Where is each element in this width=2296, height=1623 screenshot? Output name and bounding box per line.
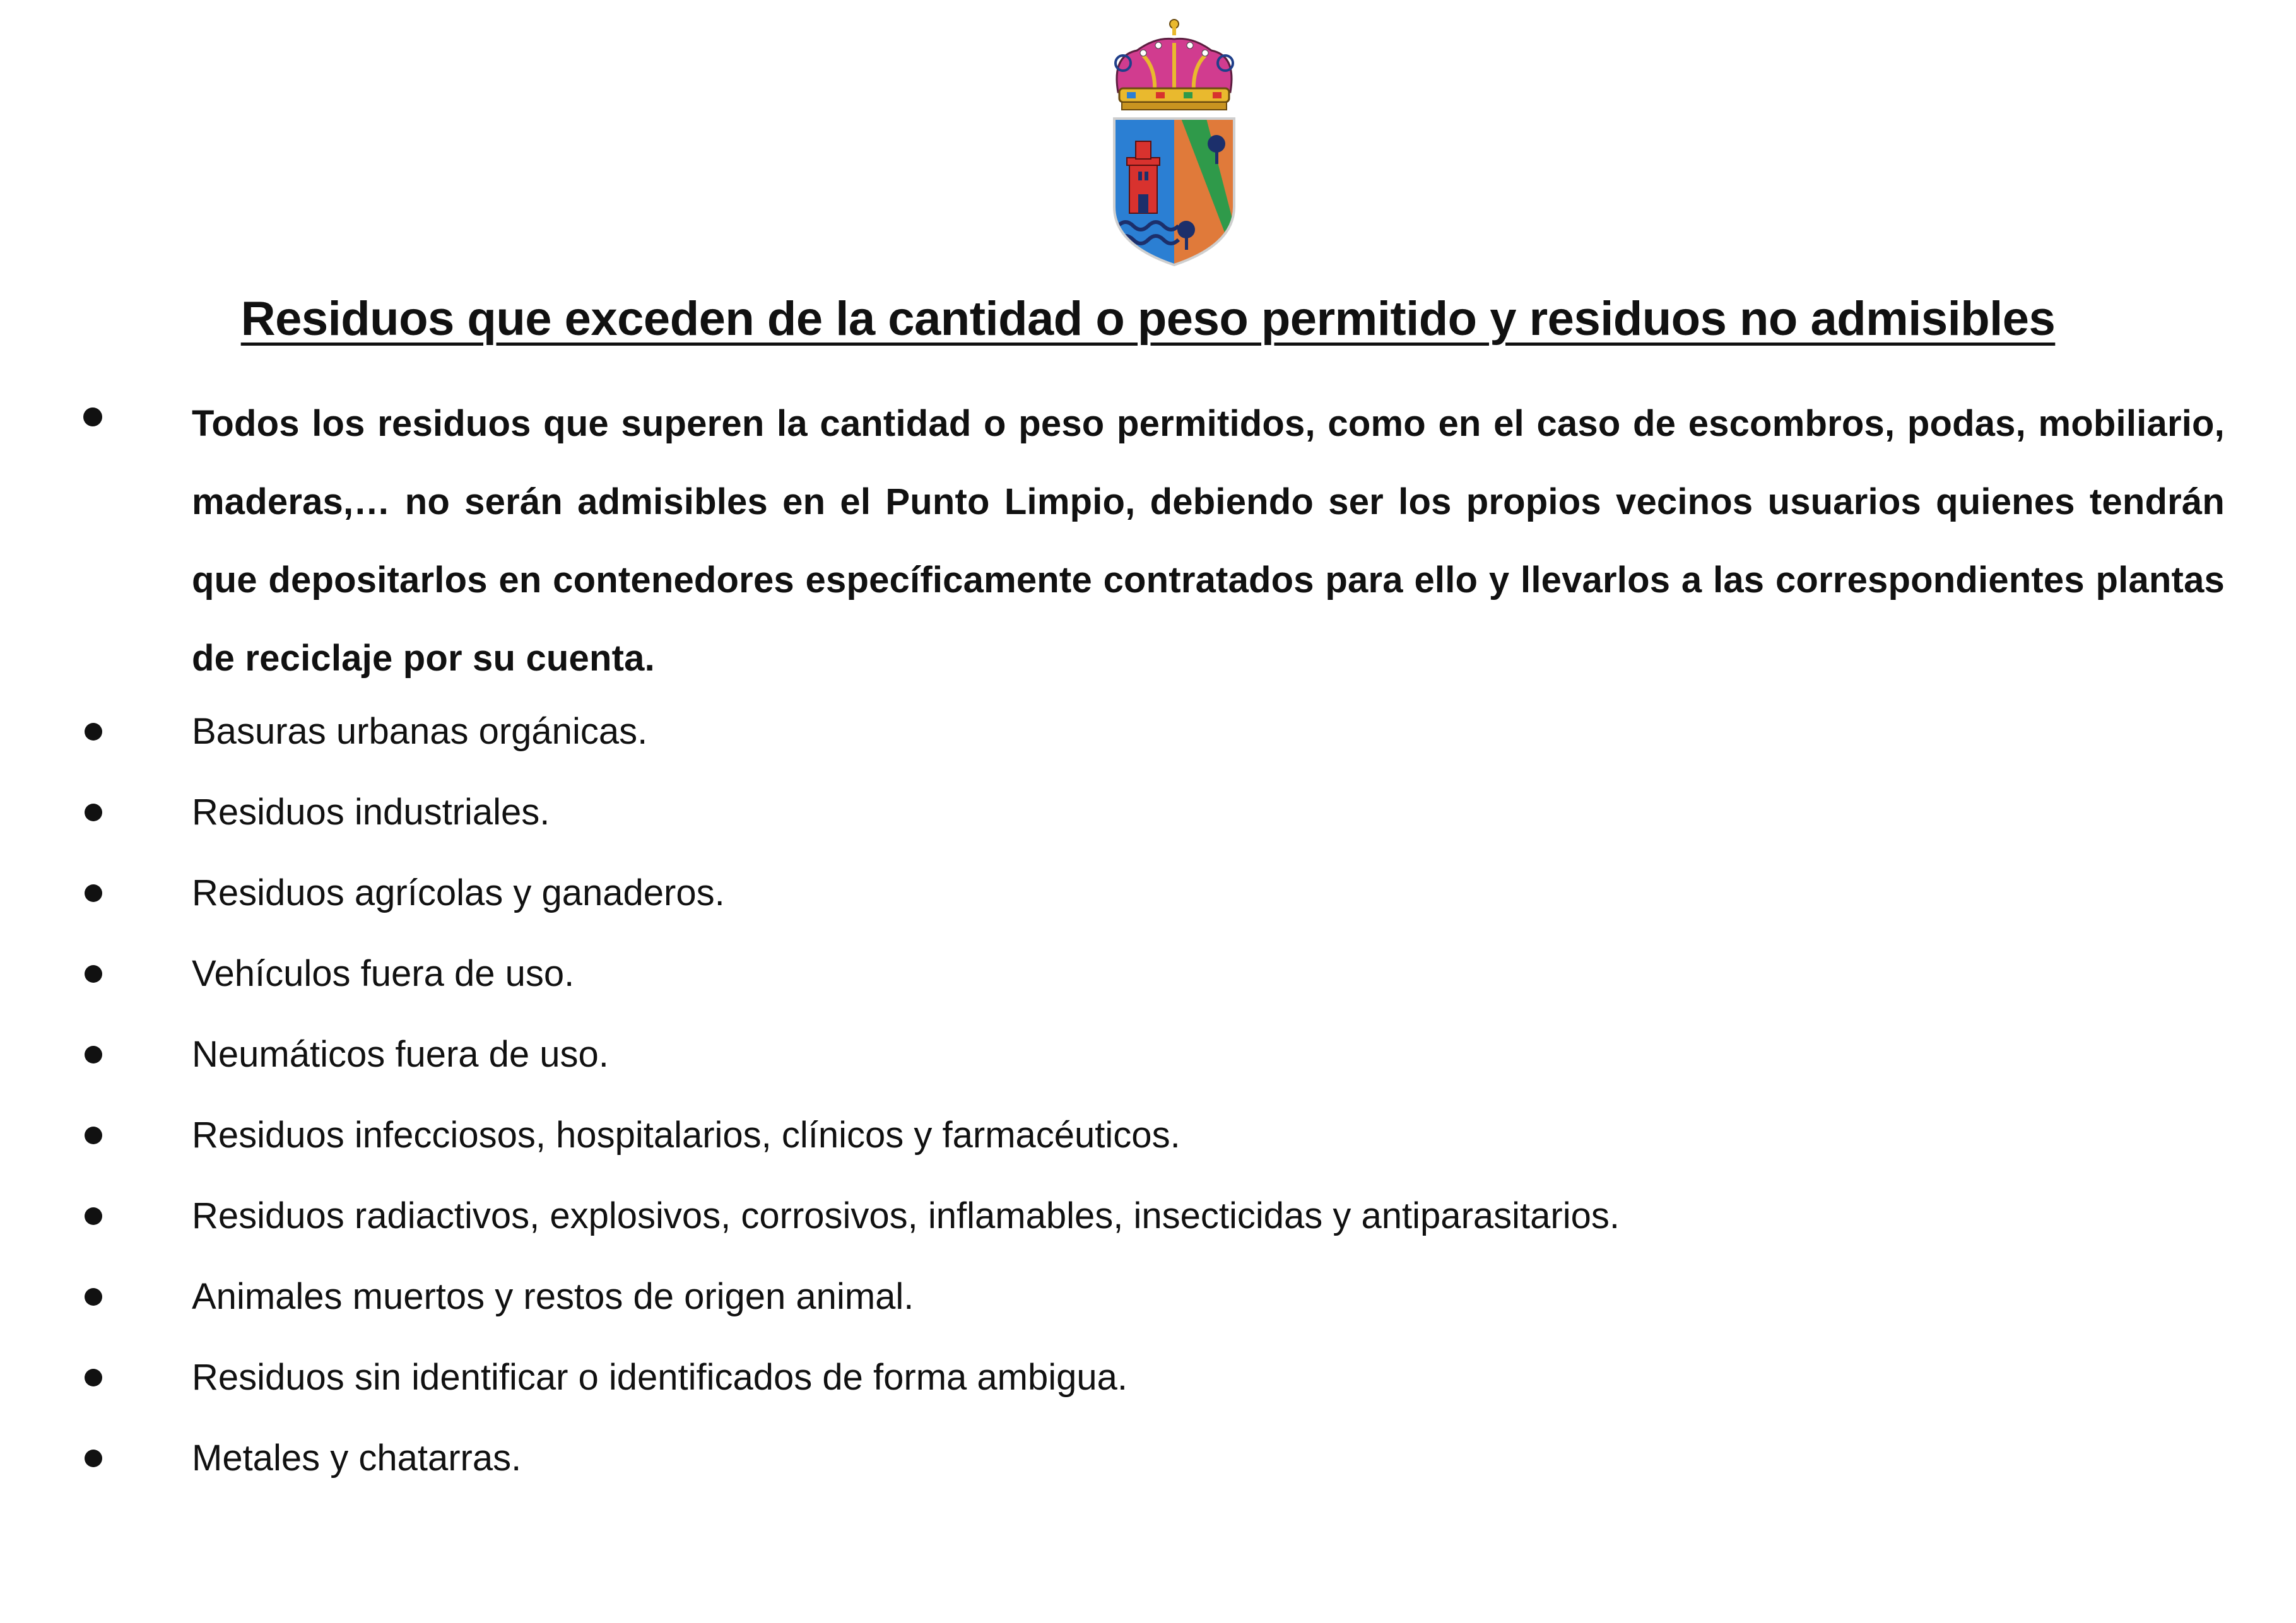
list-item bbox=[0, 698, 2296, 778]
list-item bbox=[0, 1344, 2296, 1424]
list-item-text: Todos los residuos que superen la cantidad o peso permitidos, como en el caso de escombros, podas, mobiliario, maderas,… no serán admisibles en el Punto Limpio, debiendo ser los propios vecinos usuarios quienes tendrán que depositarlos en contenedores específicamente contratados para ello y llevarlos a las correspondientes plantas de reciclaje por su cuenta. bbox=[192, 403, 2225, 679]
page-title: Residuos que exceden de la cantidad o peso permitido y residuos no admisibles bbox=[240, 292, 2056, 346]
crown-icon bbox=[1116, 20, 1233, 110]
list-item-text: Basuras urbanas orgánicas. bbox=[192, 711, 648, 752]
bullet-icon bbox=[85, 723, 102, 741]
bullet-icon bbox=[83, 407, 102, 426]
list-item-text: Residuos radiactivos, explosivos, corrosivos, inflamables, insecticidas y antiparasitarios. bbox=[192, 1195, 1620, 1236]
list-item bbox=[0, 859, 2296, 940]
list-item bbox=[0, 385, 2296, 698]
bullet-icon bbox=[85, 1450, 102, 1467]
list-item bbox=[0, 1182, 2296, 1263]
bullet-icon bbox=[85, 1288, 102, 1306]
bullet-icon bbox=[85, 965, 102, 983]
bullet-icon bbox=[85, 1369, 102, 1386]
waste-list bbox=[0, 385, 2296, 1505]
list-item bbox=[0, 1424, 2296, 1505]
list-item bbox=[0, 1021, 2296, 1101]
list-item-text: Vehículos fuera de uso. bbox=[192, 953, 575, 994]
list-item-text: Animales muertos y restos de origen animal. bbox=[192, 1276, 914, 1317]
bullet-icon bbox=[85, 1046, 102, 1063]
coat-of-arms-icon bbox=[1105, 18, 1243, 269]
list-item bbox=[0, 778, 2296, 859]
list-item bbox=[0, 1101, 2296, 1182]
list-item-text: Residuos agrícolas y ganaderos. bbox=[192, 872, 725, 913]
bullet-icon bbox=[85, 884, 102, 902]
list-item-text: Metales y chatarras. bbox=[192, 1438, 522, 1479]
bullet-icon bbox=[85, 804, 102, 821]
list-item bbox=[0, 1263, 2296, 1344]
list-item-text: Neumáticos fuera de uso. bbox=[192, 1034, 609, 1075]
bullet-icon bbox=[85, 1127, 102, 1144]
list-item-text: Residuos infecciosos, hospitalarios, clínicos y farmacéuticos. bbox=[192, 1115, 1180, 1156]
list-item-text: Residuos sin identificar o identificados de forma ambigua. bbox=[192, 1357, 1128, 1398]
list-item-text: Residuos industriales. bbox=[192, 792, 550, 833]
bullet-icon bbox=[85, 1207, 102, 1225]
list-item bbox=[0, 940, 2296, 1021]
